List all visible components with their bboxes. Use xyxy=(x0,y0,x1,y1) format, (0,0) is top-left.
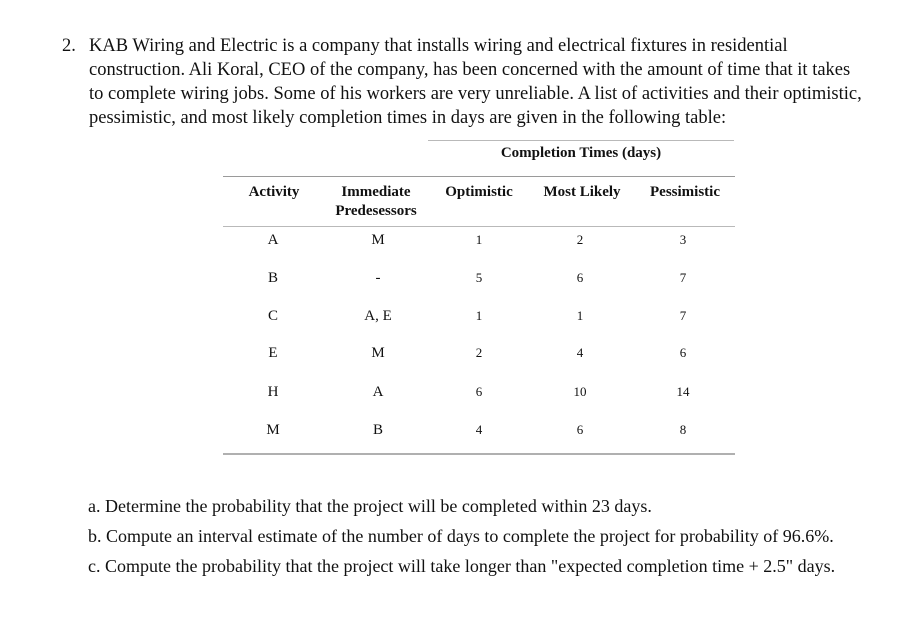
cell-most-likely: 6 xyxy=(576,422,584,437)
table-bottom-rule xyxy=(223,453,735,455)
table-row xyxy=(223,270,735,290)
cell-activity: E xyxy=(268,345,278,361)
cell-most-likely: 6 xyxy=(576,270,584,285)
cell-pessimistic: 6 xyxy=(679,345,687,360)
question-a: a. Determine the probability that the project will be completed within 23 days. xyxy=(88,496,652,516)
header-immediate-predecessors xyxy=(325,183,427,221)
cell-most-likely: 4 xyxy=(576,345,584,360)
cell-activity: B xyxy=(267,270,278,286)
header-activity: Activity xyxy=(248,184,300,200)
cell-activity: A xyxy=(267,232,279,248)
question-list xyxy=(88,491,888,581)
table-row xyxy=(223,384,735,404)
cell-predecessors: M xyxy=(371,232,385,248)
cell-optimistic: 5 xyxy=(475,270,483,285)
cell-predecessors: M xyxy=(371,345,385,361)
cell-pessimistic: 8 xyxy=(679,422,687,437)
cell-activity: C xyxy=(267,308,278,324)
header-predecessors-line1: Immediate xyxy=(341,184,411,200)
table-row xyxy=(223,308,735,328)
cell-pessimistic: 14 xyxy=(676,384,690,399)
table-row xyxy=(223,345,735,365)
cell-pessimistic: 7 xyxy=(679,308,687,323)
header-pessimistic: Pessimistic xyxy=(650,184,720,200)
header-most-likely: Most Likely xyxy=(543,184,621,200)
cell-pessimistic: 3 xyxy=(679,232,687,247)
group-header-top-rule xyxy=(428,140,734,141)
cell-optimistic: 2 xyxy=(475,345,483,360)
cell-optimistic: 6 xyxy=(475,384,483,399)
problem-number: 2. xyxy=(62,36,76,56)
cell-optimistic: 1 xyxy=(475,308,483,323)
problem-text: KAB Wiring and Electric is a company that installs wiring and electrical fixtures in residential construction. Ali Koral, CEO of the company, has been concerned with the amount of time that it takes to complete wiring jobs. Some of his workers are very unreliable. A list of activities and their optimistic, pessimistic, and most likely completion times in days are given in the following table: xyxy=(89,36,862,128)
question-b: b. Compute an interval estimate of the number of days to complete the project for probability of 96.6%. xyxy=(88,526,834,546)
cell-pessimistic: 7 xyxy=(679,270,687,285)
cell-most-likely: 10 xyxy=(573,384,587,399)
header-optimistic: Optimistic xyxy=(445,184,513,200)
under-header-rule xyxy=(223,226,735,227)
cell-predecessors: A xyxy=(372,384,384,400)
cell-optimistic: 4 xyxy=(475,422,483,437)
cell-most-likely: 2 xyxy=(576,232,584,247)
cell-predecessors: - xyxy=(375,270,381,286)
problem-statement xyxy=(62,34,862,130)
cell-predecessors: B xyxy=(372,422,383,438)
table-row xyxy=(223,232,735,252)
completion-times-header: Completion Times (days) xyxy=(500,145,662,161)
cell-activity: H xyxy=(267,384,279,400)
header-rule xyxy=(223,176,735,177)
cell-most-likely: 1 xyxy=(576,308,584,323)
cell-predecessors: A, E xyxy=(364,308,392,324)
table-row xyxy=(223,422,735,442)
header-predecessors-line2: Predesessors xyxy=(335,203,417,219)
cell-optimistic: 1 xyxy=(475,232,483,247)
question-c: c. Compute the probability that the project will take longer than "expected completion time + 2.5" days. xyxy=(88,556,836,576)
cell-activity: M xyxy=(266,422,280,438)
